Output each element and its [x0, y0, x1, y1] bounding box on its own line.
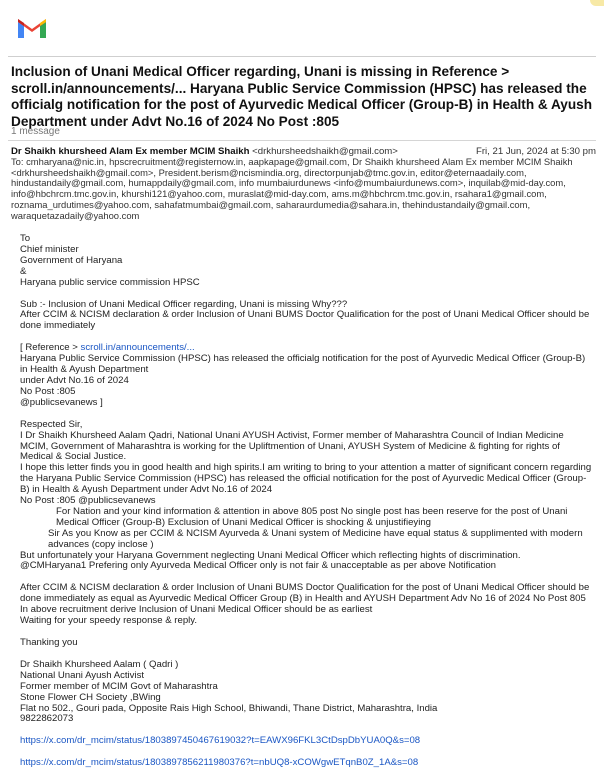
body-line: Haryana public service commission HPSC [20, 276, 200, 288]
body-paragraph: But unfortunately your Haryana Government neglecting Unani Medical Officer which reflecting hights of discrimination. [20, 549, 521, 561]
message-count: 1 message [11, 126, 60, 137]
reference-prefix: [ Reference > [20, 342, 81, 354]
mail-header-bar [0, 0, 604, 58]
body-line: No Post :805 [20, 385, 76, 397]
closing: Thanking you [20, 637, 78, 648]
sender-email[interactable]: <drkhursheedshaikh@gmail.com> [252, 146, 398, 157]
body-line: & [20, 265, 27, 277]
reference-link[interactable]: scroll.in/announcements/... [80, 342, 195, 354]
email-date: Fri, 21 Jun, 2024 at 5:30 pm [476, 146, 596, 157]
signature-line: Former member of MCIM Govt of Maharashtra [20, 680, 218, 692]
email-body [20, 234, 592, 769]
body-line: under Advt No.16 of 2024 [20, 374, 129, 386]
subject-divider [8, 140, 596, 141]
signature-line: Flat no 502., Gouri pada, Opposite Rais High School, Bhiwandi, Thane District, Maharashtra, India [20, 702, 438, 714]
body-line: Haryana Public Service Commission (HPSC) has released the officialg notification for the post of Ayurvedic Medical Officer (Group-B) in Health & Ayush Department [20, 353, 586, 376]
signature-line: National Unani Ayush Activist [20, 669, 145, 681]
body-line: In above recruitment derive Inclusion of Unani Medical Officer should be as earliest [20, 604, 373, 616]
sender-name[interactable]: Dr Shaikh khursheed Alam Ex member MCIM Shaikh [11, 146, 250, 157]
body-line: After CCIM & NCISM declaration & order Inclusion of Unani BUMS Doctor Qualification for the post of Unani Medical Officer should be done immediately [20, 309, 590, 332]
body-paragraph: I Dr Shaikh Khursheed Aalam Qadri, National Unani AYUSH Activist, Former member of Maharashtra Council of Indian Medicine MCIM, Government of Maharashtra is working for the Upliftmention of Unani, AYUSH System of Medicine & fighting for rights of Medical & Social Justice. [20, 429, 564, 463]
body-line: @publicsevanews ] [20, 396, 103, 408]
body-line: To [20, 233, 31, 244]
body-paragraph: After CCIM & NCISM declaration & order Inclusion of Unani BUMS Doctor Qualification for the post of Unani Medical Officer should be done immediately as equal as Ayurvedic Medical Officer Group (B) in Health and AYUSH Department Adv No 16 of 2024 No Post 805 [20, 582, 590, 605]
salutation: Respected Sir, [20, 418, 83, 430]
body-line: Government of Haryana [20, 254, 123, 266]
body-paragraph: For Nation and your kind information & attention in above 805 post No single post has been reserve for the post of Unani Medical Officer (Group-B) Exclusion of Unani Medical Officer is shocking & unjustifieying [56, 505, 568, 528]
email-subject: Inclusion of Unani Medical Officer regarding, Unani is missing in Reference > scroll.in/announcements/... Haryana Public Service Commission (HPSC) has released the officialg notification for the post of Ayurvedic Medical Officer (Group-B) in Health & Ayush Department under Advt No.16 of 2024 No Post :805 [11, 64, 593, 129]
status-link[interactable]: https://x.com/dr_mcim/status/1803897450467619032?t=EAWX96FKL3CtDspDbYUA0Q&s=08 [20, 735, 421, 747]
recipients-list: To: cmharyana@nic.in, hpscrecruitment@registernow.in, aapkapage@gmail.com, Dr Shaikh khursheed Alam Ex member MCIM Shaikh <drkhursheedshaikh@gmail.com>, President.berism@ncismindia.org, directorpunjab@tmc.gov.in, editor@eternaadaily.com, hindustandaily@gmail.com, humappdaily@gmail.com, info mumbaiurdunews <info@mumbaiurdunews.com>, inquilab@mid-day.com, info@hbchrcm.tmc.gov.in, khurshi121@yahoo.com, muraslat@mid-day.com, ams.m@hbchrcm.tmc.gov.in, rsahara1@gmail.com, roznama_urdutimes@yahoo.com, sahafatmumbai@gmail.com, saharaurdumedia@sahara.in, thehindustandaily@gmail.com, waraquetazadaily@yahoo.com [11, 156, 573, 221]
signature-line: Dr Shaikh Khursheed Aalam ( Qadri ) [20, 658, 179, 670]
body-paragraph: Sir As you Know as per CCIM & NCISM Ayurveda & Unani system of Medicine have equal status & supplimented with modern advances (copy inclose ) [48, 527, 583, 550]
top-accent-bar [590, 0, 604, 6]
status-link[interactable]: https://x.com/dr_mcim/status/1803897856211980376?t=nbUQ8-xCOWgwETqnB0Z_1A&s=08 [20, 757, 419, 769]
body-paragraph: I hope this letter finds you in good health and high spirits.I am writing to bring to your attention a matter of significant concern regarding the Haryana Public Service Commission (HPSC) has released the official notification for the post of Ayurvedic Medical Officer (Group-B) in Health & Ayush Department under Advt No.16 of 2024 [20, 462, 592, 496]
signature-line: Stone Flower CH Society ,BWing [20, 691, 161, 703]
body-line: Chief minister [20, 243, 79, 255]
signature-line: 9822862073 [20, 713, 74, 725]
body-paragraph: @CMHaryana1 Prefering only Ayurveda Medical Officer only is not fair & unacceptable as per above Notification [20, 560, 496, 572]
body-line: No Post :805 @publicsevanews [20, 495, 156, 507]
header-divider [8, 56, 596, 57]
gmail-logo-icon[interactable] [16, 16, 48, 40]
body-subject-line: Sub :- Inclusion of Unani Medical Officer regarding, Unani is missing Why??? [20, 298, 348, 310]
body-line: Waiting for your speedy response & reply. [20, 615, 198, 627]
